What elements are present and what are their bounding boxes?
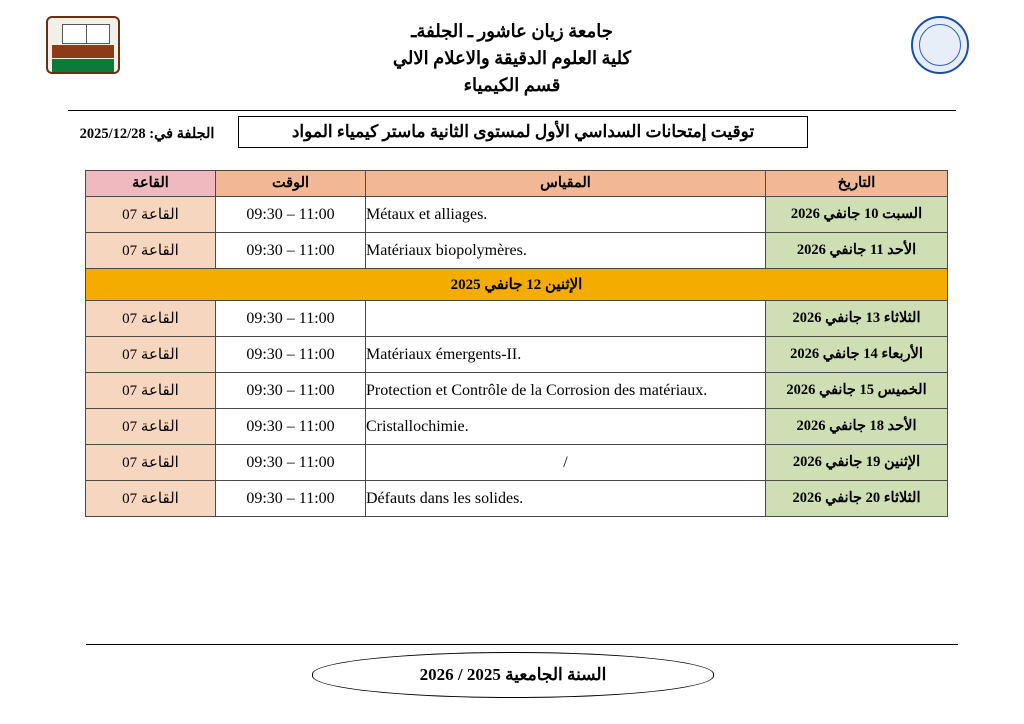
cell-date: الأربعاء 14 جانفي 2026: [766, 337, 948, 373]
table-row: [86, 445, 948, 481]
crest-band-upper: [52, 45, 114, 58]
exam-schedule-title-box: [238, 116, 808, 148]
cell-time: 09:30 – 11:00: [216, 197, 366, 233]
footer-divider: [86, 644, 958, 645]
academic-year-label: السنة الجامعية 2025 / 2026: [419, 665, 607, 684]
cell-room: القاعة 07: [86, 301, 216, 337]
table-body: [86, 197, 948, 517]
cell-date: الثلاثاء 13 جانفي 2026: [766, 301, 948, 337]
university-name: جامعة زيان عاشور ـ الجلفةـ: [411, 21, 613, 41]
cell-room: القاعة 07: [86, 373, 216, 409]
table-header-row: [86, 171, 948, 197]
cell-subject: /: [366, 445, 766, 481]
cell-subject: Métaux et alliages.: [366, 197, 766, 233]
cell-room: القاعة 07: [86, 233, 216, 269]
seal-outer-circle: [911, 16, 969, 74]
academic-year-badge: [312, 652, 714, 698]
exam-schedule-table-wrapper: [86, 170, 948, 517]
column-header-time: الوقت: [216, 171, 366, 197]
cell-time: 09:30 – 11:00: [216, 233, 366, 269]
table-row: [86, 301, 948, 337]
issue-date: الجلفة في: 2025/12/28: [79, 126, 215, 142]
banner-label: الإثنين 12 جانفي 2025: [86, 269, 948, 301]
cell-room: القاعة 07: [86, 337, 216, 373]
table-row: [86, 233, 948, 269]
cell-subject: [366, 301, 766, 337]
cell-date: الخميس 15 جانفي 2026: [766, 373, 948, 409]
page-title: توقيت إمتحانات السداسي الأول لمستوى الثانية ماستر كيمياء المواد: [291, 122, 755, 141]
cell-subject: Matériaux biopolymères.: [366, 233, 766, 269]
header-text-block: [202, 18, 822, 99]
header-divider: [68, 110, 956, 111]
table-row: [86, 337, 948, 373]
cell-room: القاعة 07: [86, 445, 216, 481]
cell-date: الأحد 11 جانفي 2026: [766, 233, 948, 269]
table-row: [86, 373, 948, 409]
university-crest-logo: [46, 16, 120, 76]
faculty-name: كلية العلوم الدقيقة والاعلام الالي: [392, 48, 632, 68]
column-header-room: القاعة: [86, 171, 216, 197]
cell-time: 09:30 – 11:00: [216, 409, 366, 445]
cell-subject: Protection et Contrôle de la Corrosion des matériaux.: [366, 373, 766, 409]
column-header-subject: المقياس: [366, 171, 766, 197]
cell-date: الثلاثاء 20 جانفي 2026: [766, 481, 948, 517]
cell-date: الأحد 18 جانفي 2026: [766, 409, 948, 445]
department-name: قسم الكيمياء: [463, 75, 561, 95]
column-header-date: التاريخ: [766, 171, 948, 197]
exam-schedule-table: [85, 170, 948, 517]
cell-time: 09:30 – 11:00: [216, 337, 366, 373]
cell-time: 09:30 – 11:00: [216, 373, 366, 409]
book-icon: [62, 24, 110, 44]
cell-date: الإثنين 19 جانفي 2026: [766, 445, 948, 481]
cell-date: السبت 10 جانفي 2026: [766, 197, 948, 233]
faculty-seal-logo: [904, 16, 978, 76]
cell-room: القاعة 07: [86, 481, 216, 517]
cell-time: 09:30 – 11:00: [216, 301, 366, 337]
table-banner-row: [86, 269, 948, 301]
cell-subject: Matériaux émergents-II.: [366, 337, 766, 373]
cell-subject: Cristallochimie.: [366, 409, 766, 445]
cell-time: 09:30 – 11:00: [216, 445, 366, 481]
seal-inner-circle: [919, 24, 961, 66]
table-row: [86, 409, 948, 445]
table-head: [86, 171, 948, 197]
table-row: [86, 197, 948, 233]
cell-time: 09:30 – 11:00: [216, 481, 366, 517]
table-row: [86, 481, 948, 517]
cell-subject: Défauts dans les solides.: [366, 481, 766, 517]
crest-band-lower: [52, 59, 114, 72]
cell-room: القاعة 07: [86, 409, 216, 445]
document-header: [0, 0, 1024, 108]
cell-room: القاعة 07: [86, 197, 216, 233]
crest-shield-shape: [46, 16, 120, 74]
